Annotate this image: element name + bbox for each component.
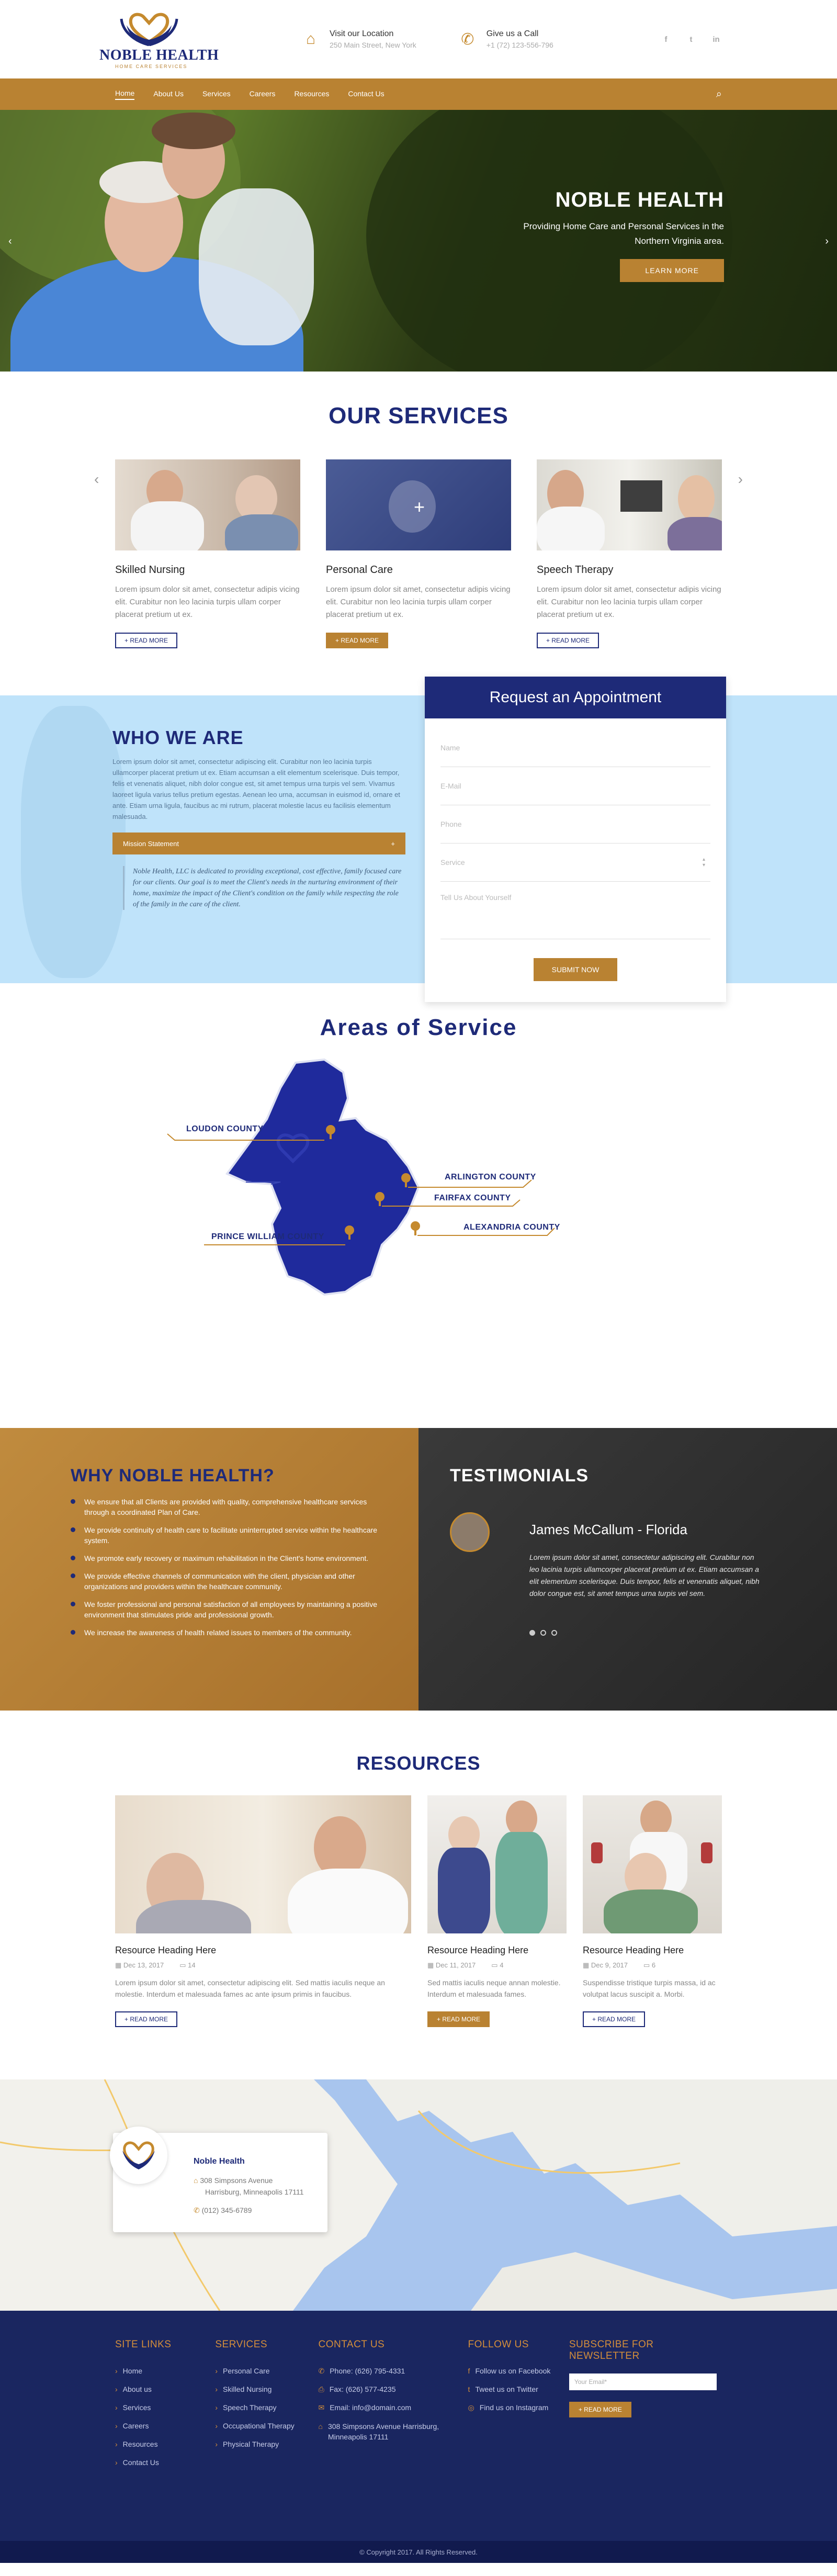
fax-icon: ⎙ — [318, 2385, 324, 2393]
mission-label: Mission Statement — [123, 839, 179, 848]
footer-col-title: SUBSCRIBE FOR NEWSLETTER — [569, 2339, 654, 2361]
hero-caption — [494, 188, 724, 282]
service-title: Personal Care — [326, 564, 393, 576]
plus-icon: + — [546, 637, 552, 644]
location-card-address — [194, 2175, 304, 2198]
footer-link-label: Skilled Nursing — [223, 2385, 272, 2393]
why-item: We provide continuity of health care to facilitate uninterrupted service within the healthcare system. — [71, 1525, 382, 1546]
read-more-label: READ MORE — [597, 2016, 636, 2023]
resource-heading[interactable]: Resource Heading Here — [583, 1945, 684, 1955]
mission-accordion[interactable] — [112, 833, 405, 854]
hero-nurse-uniform — [199, 188, 314, 345]
footer-email[interactable] — [318, 2399, 468, 2417]
newsletter-submit-button[interactable] — [569, 2402, 631, 2417]
testimonial-author: James McCallum - Florida — [529, 1522, 687, 1537]
submit-button[interactable]: SUBMIT NOW — [534, 958, 617, 981]
footer-link-label: Occupational Therapy — [223, 2422, 295, 2430]
comment-icon: ▭ 6 — [643, 1961, 656, 1969]
location-title: Visit our Location — [330, 29, 394, 38]
resource-date: Dec 9, 2017 — [591, 1961, 628, 1969]
hero-subtitle: Providing Home Care and Personal Services in the Northern Virginia area. — [523, 221, 724, 246]
chevron-right-icon: › — [115, 2422, 118, 2430]
services-prev-arrow[interactable]: ‹ — [94, 471, 99, 487]
resource-card — [583, 1795, 722, 2027]
read-more-label: READ MORE — [551, 637, 590, 644]
hero-title: NOBLE HEALTH — [555, 188, 724, 211]
service-select-label: Service — [440, 858, 465, 867]
resource-date: Dec 11, 2017 — [435, 1961, 476, 1969]
services-next-arrow[interactable]: › — [738, 471, 743, 487]
who-we-are-section — [0, 689, 837, 983]
twitter-link[interactable] — [468, 2380, 569, 2399]
footer-link-label: Contact Us — [122, 2458, 159, 2467]
areas-title: Areas of Service — [320, 1015, 517, 1040]
county-map-shape — [115, 1056, 722, 1370]
resource-text: Suspendisse tristique turpis massa, id ac volutpat lacus suscipit a. Morbi. — [583, 1978, 716, 1998]
heart-hands-logo-icon — [115, 9, 183, 46]
search-icon[interactable]: ⌕ — [716, 88, 722, 100]
nav-careers[interactable]: Careers — [249, 89, 276, 98]
service-text: Lorem ipsum dolor sit amet, consectetur adipis vicing elit. Curabitur non leo lacinia turpis ullam corper placerat pretium ut ex. — [537, 585, 721, 619]
calendar-icon: ▦ Dec 9, 2017 — [583, 1961, 628, 1969]
chevron-right-icon: › — [115, 2385, 118, 2393]
footer-link-label: Careers — [122, 2422, 149, 2430]
skilled-nursing-image — [115, 459, 300, 550]
instagram-link-label: Find us on Instagram — [479, 2403, 549, 2412]
appointment-form — [425, 677, 726, 1002]
chevron-right-icon: › — [215, 2440, 218, 2448]
footer-newsletter — [569, 2339, 722, 2472]
services-section — [0, 372, 837, 695]
footer-link[interactable] — [215, 2435, 318, 2454]
footer-link[interactable] — [115, 2362, 215, 2380]
footer-contact — [318, 2339, 468, 2472]
footer-link[interactable] — [115, 2417, 215, 2435]
social-links — [660, 35, 722, 44]
footer-link[interactable] — [115, 2399, 215, 2417]
who-bg-nurse — [21, 706, 126, 978]
footer-address — [318, 2417, 468, 2442]
footer-site-links — [115, 2339, 215, 2472]
chevron-right-icon: › — [215, 2385, 218, 2393]
footer — [0, 2311, 837, 2563]
chevron-right-icon: › — [215, 2403, 218, 2412]
read-more-button[interactable] — [115, 633, 177, 648]
county-arlington: ARLINGTON COUNTY — [445, 1173, 536, 1182]
address-line-1: 308 Simpsons Avenue — [200, 2176, 273, 2185]
brand-name: NOBLE HEALTH — [99, 47, 219, 63]
newsletter-submit-label: READ MORE — [584, 2406, 622, 2413]
read-more-button[interactable] — [326, 633, 388, 648]
brand-tagline: HOME CARE SERVICES — [115, 64, 188, 69]
heart-logo-icon — [110, 2127, 167, 2184]
footer-col-title: CONTACT US — [318, 2339, 385, 2350]
footer-link[interactable] — [115, 2454, 215, 2472]
plus-icon: + — [592, 2016, 598, 2023]
resource-date: Dec 13, 2017 — [123, 1961, 164, 1969]
nav-about[interactable]: About Us — [153, 89, 184, 98]
why-item: We foster professional and personal satisfaction of all employees by maintaining a positive environment that stimulates pride and professional growth. — [71, 1599, 382, 1620]
copyright: © Copyright 2017. All Rights Reserved. — [0, 2541, 837, 2563]
resource-comments: 6 — [651, 1961, 656, 1969]
footer-phone-text: Phone: (626) 795-4331 — [330, 2367, 405, 2375]
carousel-dots — [529, 1630, 764, 1636]
calendar-icon: ▦ Dec 11, 2017 — [427, 1961, 476, 1969]
chevron-right-icon: › — [215, 2422, 218, 2430]
who-title: WHO WE ARE — [112, 727, 244, 748]
hero-slider — [0, 110, 837, 372]
resource-card — [427, 1795, 567, 2027]
phone-icon: ✆ — [461, 30, 474, 48]
footer-fax-text: Fax: (626) 577-4235 — [329, 2385, 396, 2393]
hero-next-arrow[interactable]: › — [825, 235, 829, 247]
comment-icon: ▭ 4 — [491, 1961, 504, 1969]
footer-link-label: Home — [122, 2367, 143, 2375]
phone-icon: ✆ — [318, 2367, 325, 2375]
instagram-link[interactable] — [468, 2399, 569, 2417]
facebook-icon[interactable]: f — [664, 35, 668, 44]
address-line-2: Harrisburg, Minneapolis 17111 — [205, 2188, 304, 2196]
logo[interactable] — [99, 9, 219, 69]
service-title: Skilled Nursing — [115, 564, 185, 576]
chevron-right-icon: › — [115, 2367, 118, 2375]
footer-email-text: Email: info@domain.com — [330, 2403, 412, 2412]
newsletter-email-input[interactable]: Your Email* — [569, 2373, 717, 2390]
twitter-icon: t — [468, 2385, 470, 2393]
resource-text: Sed mattis iaculis neque annan molestie. Interdum et malesuada fames. — [427, 1978, 561, 1998]
main-nav — [0, 78, 837, 110]
chevron-right-icon: › — [115, 2440, 118, 2448]
resource-heading[interactable]: Resource Heading Here — [427, 1945, 529, 1955]
why-title: WHY NOBLE HEALTH? — [71, 1466, 275, 1486]
footer-address-text: 308 Simpsons Avenue Harrisburg, Minneapolis 17111 — [327, 2422, 439, 2441]
footer-link-label: Speech Therapy — [223, 2403, 277, 2412]
services-title: OUR SERVICES — [329, 403, 508, 429]
plus-icon: + — [125, 637, 130, 644]
plus-icon: + — [125, 2016, 130, 2023]
plus-icon: + — [578, 2406, 584, 2413]
areas-section — [0, 983, 837, 1428]
appointment-title: Request an Appointment — [425, 677, 726, 718]
location-map[interactable] — [0, 2079, 837, 2311]
why-item: We increase the awareness of health related issues to members of the community. — [71, 1627, 382, 1638]
resources-section — [0, 1711, 837, 2079]
testimonials-panel — [418, 1428, 837, 1711]
phone-field[interactable]: Phone — [440, 805, 710, 843]
call-detail[interactable]: +1 (72) 123-556-796 — [486, 41, 553, 49]
chevron-right-icon: › — [115, 2458, 118, 2467]
footer-link[interactable] — [215, 2417, 318, 2435]
location-phone[interactable]: (012) 345-6789 — [201, 2206, 252, 2214]
footer-services — [215, 2339, 318, 2472]
nav-contact[interactable]: Contact Us — [348, 89, 384, 98]
carousel-dot[interactable] — [540, 1630, 546, 1636]
instagram-icon: ◎ — [468, 2403, 474, 2412]
mission-text: Noble Health, LLC is dedicated to providing exceptional, cost effective, family focused care for our clients. Our goal is to meet the Client's needs in the nurturing environment of their home, maximize the impact of the Client's condition on the family while respecting the role of the family in the care of the client. — [123, 866, 405, 910]
footer-link-label: Resources — [122, 2440, 158, 2448]
resources-title: RESOURCES — [356, 1752, 481, 1774]
resource-card — [115, 1795, 411, 2027]
carousel-dot[interactable] — [529, 1630, 535, 1636]
service-card — [115, 459, 300, 648]
resource-heading[interactable]: Resource Heading Here — [115, 1945, 217, 1955]
footer-link-label: Personal Care — [223, 2367, 270, 2375]
footer-link-label: Physical Therapy — [223, 2440, 279, 2448]
county-prince-william: PRINCE WILLIAM COUNTY — [211, 1232, 324, 1241]
county-alexandria: ALEXANDRIA COUNTY — [463, 1223, 560, 1232]
location-card — [113, 2133, 327, 2232]
hero-nurse-hair — [152, 113, 235, 149]
footer-link-label: About us — [122, 2385, 152, 2393]
facebook-icon: f — [468, 2367, 470, 2375]
service-text: Lorem ipsum dolor sit amet, consectetur adipis vicing elit. Curabitur non leo lacinia turpis ullam corper placerat pretium ut ex. — [115, 585, 300, 619]
comment-icon: ▭ 14 — [179, 1961, 196, 1969]
nav-home[interactable]: Home — [115, 89, 134, 100]
personal-care-image — [326, 459, 511, 550]
chevron-right-icon: › — [115, 2403, 118, 2412]
resource-image — [583, 1795, 722, 1933]
read-more-button[interactable] — [537, 633, 599, 648]
location-card-name: Noble Health — [194, 2157, 245, 2166]
calendar-icon: ▦ Dec 13, 2017 — [115, 1961, 164, 1969]
plus-icon: + — [437, 2016, 443, 2023]
linkedin-icon[interactable]: in — [712, 35, 720, 44]
facebook-link-label: Follow us on Facebook — [475, 2367, 551, 2375]
footer-link[interactable] — [215, 2380, 318, 2399]
resource-comments: 4 — [500, 1961, 504, 1969]
home-icon: ⌂ — [306, 30, 316, 48]
hero-prev-arrow[interactable]: ‹ — [8, 235, 12, 247]
read-more-label: READ MORE — [130, 637, 168, 644]
read-more-button[interactable] — [583, 2011, 645, 2027]
nav-resources[interactable]: Resources — [294, 89, 330, 98]
resource-image — [427, 1795, 567, 1933]
twitter-icon[interactable]: t — [689, 35, 693, 44]
name-field[interactable]: Name — [440, 729, 710, 767]
resource-image — [115, 1795, 411, 1933]
who-text: Lorem ipsum dolor sit amet, consectetur adipiscing elit. Curabitur non leo lacinia turpis ullamcorper placerat pretium ut ex. Etiam accumsan a elit elementum scelerisque. Duis tempor, felis et venenatis aliquet, nibh dolor congue est, sit amet tempus urna turpis vel sem. Vivamus laoreet ligula varius tellus pretium egestas. Aenean leo urna, accumsan in euismod id, ornare et ante. Etiam urna ligula, faucibus ac mi rutrum, placerat molestie lacus eu facilisis elementum malesuada. — [112, 758, 400, 820]
service-text: Lorem ipsum dolor sit amet, consectetur adipis vicing elit. Curabitur non leo lacinia turpis ullam corper placerat pretium ut ex. — [326, 585, 511, 619]
avatar — [450, 1512, 490, 1552]
service-title: Speech Therapy — [537, 564, 614, 576]
testimonial-quote: Lorem ipsum dolor sit amet, consectetur adipiscing elit. Curabitur non leo lacinia turpis ullamcorper placerat pretium ut ex. Etiam accumsan a elit elementum scelerisque. Duis tempor, felis et venenatis aliquet, nibh dolor congue est, sit amet tempus urna turpis vel sem. — [529, 1553, 760, 1598]
top-bar — [0, 0, 837, 78]
location-box — [301, 29, 416, 49]
footer-link[interactable] — [215, 2362, 318, 2380]
home-icon: ⌂ — [194, 2176, 200, 2185]
service-select[interactable] — [440, 843, 710, 882]
footer-link[interactable] — [115, 2380, 215, 2399]
why-item: We provide effective channels of communication with the client, physician and other organizations and providers within the healthcare community. — [71, 1571, 382, 1592]
testimonials-title: TESTIMONIALS — [450, 1466, 589, 1486]
read-more-button[interactable] — [115, 2011, 177, 2027]
plus-icon[interactable]: + — [391, 839, 395, 848]
call-box — [458, 29, 553, 49]
envelope-icon: ✉ — [318, 2403, 325, 2412]
read-more-label: READ MORE — [341, 637, 379, 644]
facebook-link[interactable] — [468, 2362, 569, 2380]
footer-link[interactable] — [215, 2399, 318, 2417]
speech-therapy-image — [537, 459, 722, 550]
why-item: We ensure that all Clients are provided with quality, comprehensive healthcare services through a coordinated Plan of Care. — [71, 1497, 382, 1517]
county-fairfax: FAIRFAX COUNTY — [434, 1194, 511, 1202]
read-more-label: READ MORE — [442, 2016, 481, 2023]
email-field[interactable]: E-Mail — [440, 767, 710, 805]
chevron-right-icon: › — [215, 2367, 218, 2375]
why-panel — [0, 1428, 418, 1711]
read-more-button[interactable] — [427, 2011, 490, 2027]
footer-col-title: FOLLOW US — [468, 2339, 529, 2350]
message-field[interactable]: Tell Us About Yourself — [440, 882, 710, 939]
zoom-plus-icon[interactable]: + — [414, 496, 425, 518]
why-testimonials-section — [0, 1428, 837, 1711]
footer-link[interactable] — [115, 2435, 215, 2454]
read-more-label: READ MORE — [130, 2016, 168, 2023]
twitter-link-label: Tweet us on Twitter — [475, 2385, 538, 2393]
service-card — [326, 459, 511, 648]
footer-col-title: SITE LINKS — [115, 2339, 172, 2350]
county-loudon: LOUDON COUNTY — [186, 1124, 264, 1133]
location-detail: 250 Main Street, New York — [330, 41, 416, 49]
footer-follow — [468, 2339, 569, 2472]
nav-services[interactable]: Services — [202, 89, 231, 98]
resource-text: Lorem ipsum dolor sit amet, consectetur adipiscing elit. Sed mattis iaculis neque an molestie. Interdum et malesuada fames ac ante ipsum primis in faucibus. — [115, 1978, 385, 1998]
footer-link-label: Services — [122, 2403, 151, 2412]
service-area-map — [115, 1056, 722, 1370]
learn-more-button[interactable]: LEARN MORE — [620, 259, 724, 282]
service-card — [537, 459, 722, 648]
resource-comments: 14 — [188, 1961, 196, 1969]
call-title: Give us a Call — [486, 29, 539, 38]
footer-phone — [318, 2362, 468, 2380]
footer-col-title: SERVICES — [215, 2339, 268, 2350]
plus-icon: + — [335, 637, 341, 644]
phone-icon: ✆ — [194, 2206, 202, 2214]
home-icon: ⌂ — [318, 2422, 323, 2431]
location-card-phone — [194, 2206, 252, 2215]
footer-fax — [318, 2380, 468, 2399]
chevron-updown-icon: ▴ ▾ — [702, 857, 705, 868]
carousel-dot[interactable] — [551, 1630, 557, 1636]
why-item: We promote early recovery or maximum rehabilitation in the Client's home environment. — [71, 1553, 382, 1563]
